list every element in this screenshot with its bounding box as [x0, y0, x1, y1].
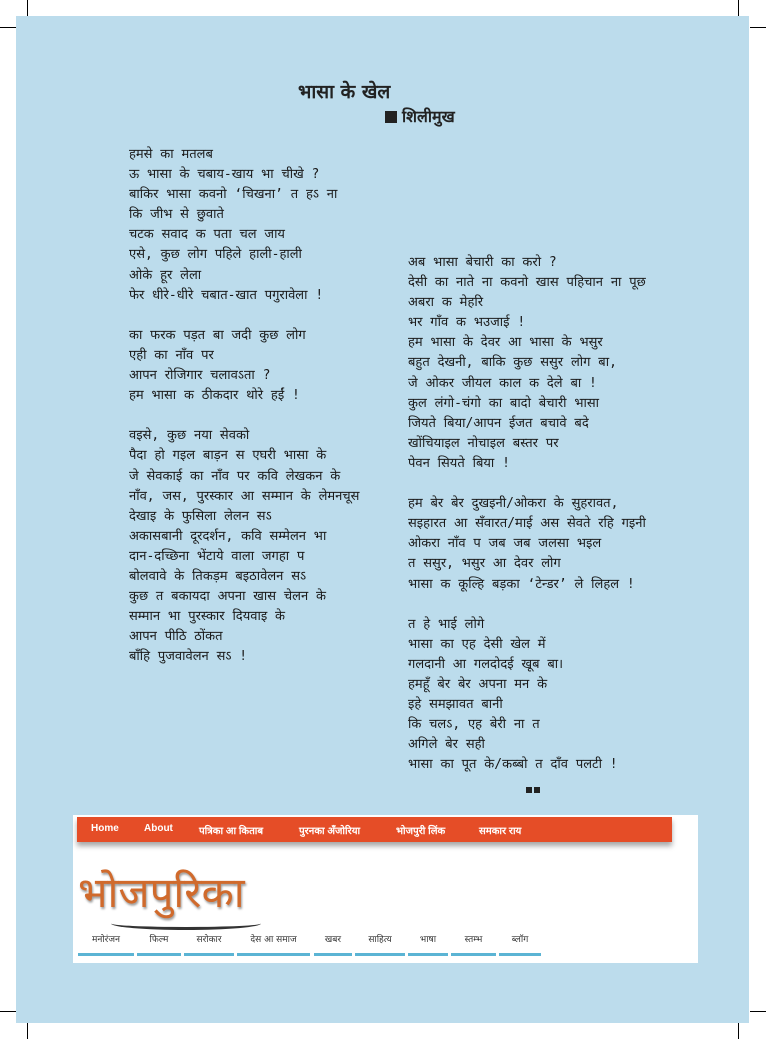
poem-line: का फरक पड़त बा जदी कुछ लोग — [129, 327, 306, 343]
poem-line: आपन पीठि ठोंकत — [129, 629, 223, 645]
logo-swoosh — [111, 917, 261, 930]
category-item[interactable]: मनोरंजन — [78, 933, 134, 956]
poem-line: भासा का एह देसी खेल में — [408, 636, 546, 652]
category-item[interactable]: खबर — [314, 933, 352, 956]
poem-line: वइसे, कुछ नया सेवको — [129, 428, 250, 444]
crop-mark — [0, 27, 16, 28]
poem-line: अब भासा बेचारी का करो ? — [408, 255, 557, 270]
nav-home[interactable]: Home — [91, 823, 119, 834]
crop-mark — [27, 1023, 28, 1039]
poem-line: पेवन सियते बिया ! — [408, 455, 510, 471]
poem-line: त हे भाई लोगे — [408, 616, 485, 632]
poem-line: अगिले बेर सही — [408, 737, 485, 753]
category-item[interactable]: सरोकार — [184, 933, 234, 956]
poem-line: कि जीभ से छुवाते — [129, 207, 224, 223]
poem-line: नाँव, जस, पुरस्कार आ सम्मान के लेमनचूस — [129, 488, 360, 504]
bhojpurika-banner — [73, 815, 698, 963]
crop-mark — [0, 1011, 16, 1012]
poem-line: ओके हूर लेला — [129, 267, 202, 283]
poem-line: एसे, कुछ लोग पहिले हाली-हाली — [129, 247, 302, 263]
poem-line: बाकिर भासा कवनो ‘चिखना’ त हऽ ना — [129, 187, 338, 203]
nav-puranka-anjoriya[interactable]: पुरनका अँजोरिया — [299, 826, 361, 837]
nav-bhojpuri-link[interactable]: भोजपुरी लिंक — [396, 826, 446, 837]
category-item[interactable]: भाषा — [408, 933, 448, 956]
poem-line: भासा का पूत के/कब्बो त दाँव पलटी ! — [408, 757, 618, 773]
nav-about[interactable]: About — [144, 823, 173, 834]
poem-right-column — [408, 253, 646, 775]
poem-line: हम भासा क ठीकदार थोरे हईं ! — [129, 388, 300, 404]
poem-line: देसी का नाते ना कवनो खास पहिचान ना पूछ — [408, 275, 646, 291]
poem-line: पैदा हो गइल बाड़न स एघरी भासा के — [129, 448, 327, 464]
poem-line: त ससुर, भसुर आ देवर लोग — [408, 556, 561, 572]
author-name: शिलीमुख — [402, 107, 455, 126]
category-item[interactable]: फिल्म — [137, 933, 181, 956]
poem-line: बहुत देखनी, बाकि कुछ ससुर लोग बा, — [408, 355, 617, 371]
crop-mark — [750, 1011, 766, 1012]
crop-mark — [738, 1023, 739, 1039]
stanza-gap — [408, 595, 646, 615]
poem-line: खोंचियाइल नोचाइल बस्तर पर — [408, 435, 559, 451]
nav-bar — [77, 817, 672, 842]
poem-line: आपन रोजिगार चलावऽता ? — [129, 368, 271, 384]
poem-line: कुल लंगो-चंगो का बादो बेचारी भासा — [408, 395, 600, 411]
poem-line: जे ओकर जीयल काल क देले बा ! — [408, 375, 597, 391]
poem-line: सम्मान भा पुरस्कार दियवाइ के — [129, 609, 286, 625]
site-logo[interactable]: भोजपुरिका — [78, 868, 245, 917]
poem-line: बोलवावे के तिकड़म बइठावेलन सऽ — [129, 568, 307, 584]
poem-line: बाँहि पुजवावेलन सऽ ! — [129, 649, 248, 665]
poem-left-column — [129, 145, 359, 667]
poem-line: अकासबानी दूरदर्शन, कवि सम्मेलन भा — [129, 528, 327, 544]
stanza-gap — [408, 474, 646, 494]
category-item[interactable]: ब्लॉग — [499, 933, 541, 956]
poem-line: चटक सवाद क पता चल जाय — [129, 227, 285, 243]
poem-line: एही का नाँव पर — [129, 347, 214, 363]
poem-line: हमसे का मतलब — [129, 147, 213, 162]
poem-line: फेर धीरे-धीरे चबात-खात पगुरावेला ! — [129, 287, 324, 303]
end-mark — [526, 778, 542, 797]
poem-line: कि चलऽ, एह बेरी ना त — [408, 717, 540, 733]
stanza-gap — [129, 306, 359, 326]
poem-line: दान-दच्छिना भेंटाये वाला जगहा प — [129, 548, 305, 564]
poem-line: हम बेर बेर दुखइनी/ओकरा के सुहरावत, — [408, 496, 619, 512]
poem-line: भासा क कूल्हि बड़का ‘टेन्डर’ ले लिहल ! — [408, 576, 635, 592]
poem-line: इहे समझावत बानी — [408, 697, 503, 713]
crop-mark — [27, 0, 28, 16]
nav-samkar-rai[interactable]: समकार राय — [479, 826, 522, 837]
poem-line: भर गाँव क भउजाई ! — [408, 315, 526, 331]
nav-patrika[interactable]: पत्रिका आ किताब — [199, 826, 264, 837]
stanza-gap — [129, 406, 359, 426]
poem-line: सइहारत आ सँवारत/माई अस सेवते रहि गइनी — [408, 516, 646, 532]
poem-line: जियते बिया/आपन ईजत बचावे बदे — [408, 415, 589, 431]
poem-line: कुछ त बकायदा अपना खास चेलन के — [129, 589, 327, 605]
crop-mark — [738, 0, 739, 16]
poem-line: देखाइ के फुसिला लेलन सऽ — [129, 508, 272, 524]
poem-title: भासा के खेल — [298, 81, 391, 103]
poem-line: हमहूँ बेर बेर अपना मन के — [408, 676, 548, 692]
category-item[interactable]: स्तम्भ — [451, 933, 496, 956]
poem-line: गलदानी आ गलदोदई खूब बा। — [408, 656, 564, 672]
poem-line: हम भासा के देवर आ भासा के भसुर — [408, 335, 603, 351]
square-bullet-icon — [385, 111, 397, 123]
category-item[interactable]: साहित्य — [355, 933, 405, 956]
poem-author — [385, 105, 455, 127]
poem-line: अबरा क मेहरि — [408, 295, 484, 311]
poem-line: ओकरा नाँव प जब जब जलसा भइल — [408, 536, 602, 552]
category-item[interactable]: देस आ समाज — [237, 933, 310, 956]
poem-line: जे सेवकाई का नाँव पर कवि लेखकन के — [129, 468, 341, 484]
poem-line: ऊ भासा के चबाय-खाय भा चीखे ? — [129, 167, 320, 183]
crop-mark — [750, 27, 766, 28]
